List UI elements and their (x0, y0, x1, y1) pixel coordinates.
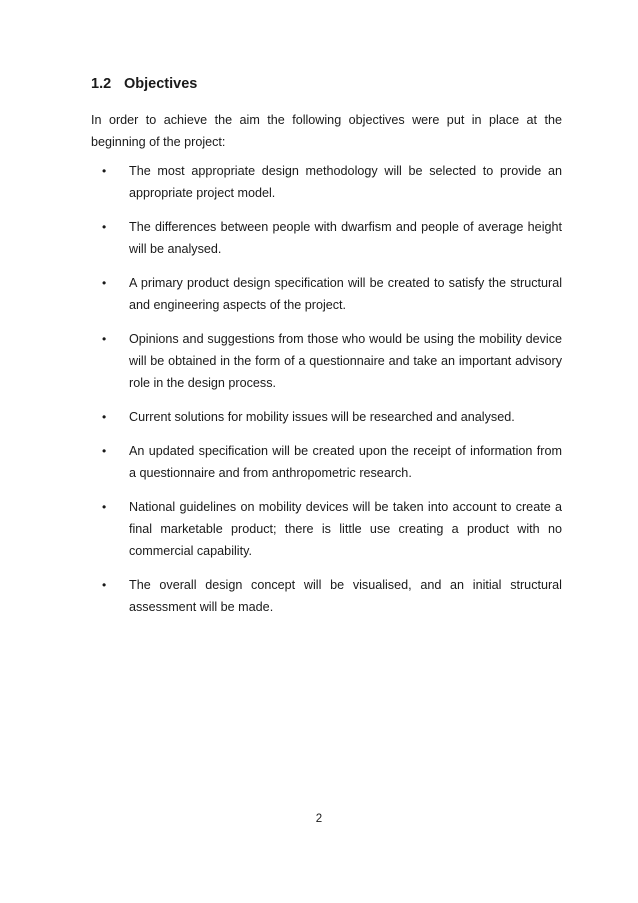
list-item (91, 574, 562, 618)
objective-text: Current solutions for mobility issues will be researched and analysed. (129, 410, 515, 424)
bullet-icon: • (102, 500, 107, 514)
section-title: Objectives (124, 76, 198, 92)
objective-text: A primary product design specification will be created to satisfy the structural and engineering aspects of the project. (129, 276, 562, 312)
objective-text: The overall design concept will be visualised, and an initial structural assessment will be made. (129, 578, 562, 614)
bullet-icon: • (102, 444, 107, 458)
bullet-icon: • (102, 410, 107, 424)
page-number: 2 (315, 813, 323, 825)
objective-text: Opinions and suggestions from those who would be using the mobility device will be obtained in the form of a questionnaire and take an important advisory role in the design process. (129, 332, 562, 390)
objective-text: The differences between people with dwarfism and people of average height will be analysed. (129, 220, 562, 256)
intro-paragraph: In order to achieve the aim the following objectives were put in place at the beginning of the project: (91, 113, 562, 149)
list-item (91, 496, 562, 562)
objective-text: The most appropriate design methodology will be selected to provide an appropriate project model. (129, 164, 562, 200)
bullet-icon: • (102, 220, 107, 234)
list-item (91, 216, 562, 260)
list-item (91, 406, 562, 428)
list-item (91, 328, 562, 394)
section-heading (91, 76, 197, 92)
list-item (91, 440, 562, 484)
bullet-icon: • (102, 332, 107, 346)
objective-text: An updated specification will be created upon the receipt of information from a questionnaire and from anthropometric research. (129, 444, 562, 480)
bullet-icon: • (102, 578, 107, 592)
bullet-icon: • (102, 276, 107, 290)
list-item (91, 160, 562, 204)
objectives-list (91, 160, 562, 630)
bullet-icon: • (102, 164, 107, 178)
section-number: 1.2 (91, 76, 112, 92)
objective-text: National guidelines on mobility devices will be taken into account to create a final marketable product; there is little use creating a product with no commercial capability. (129, 500, 562, 558)
list-item (91, 272, 562, 316)
